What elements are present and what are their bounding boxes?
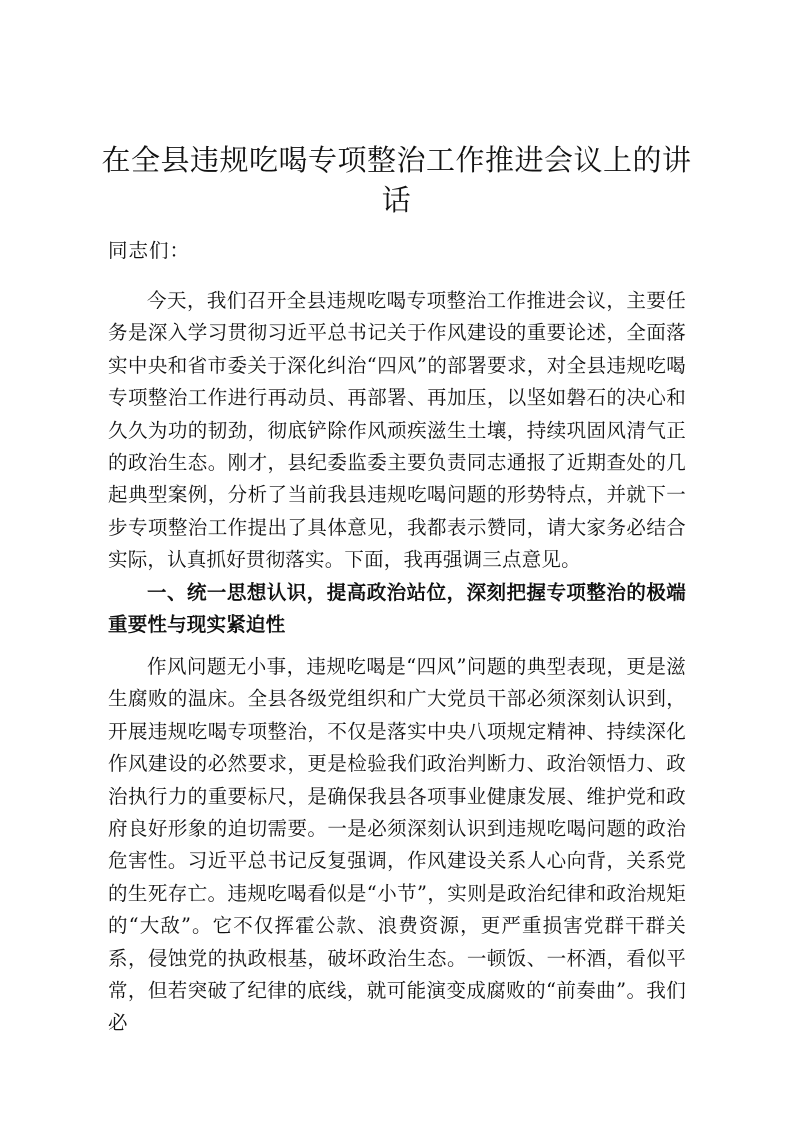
paragraph-intro: 今天，我们召开全县违规吃喝专项整治工作推进会议，主要任务是深入学习贯彻习近平总书记关于作风建设的重要论述，全面落实中央和省市委关于深化纠治“四风”的部署要求，对全县违规吃喝专项整治工作进行再动员、再部署、再加压，以坚如磐石的决心和久久为功的韧劲，彻底铲除作风顽疾滋生土壤，持续巩固风清气正的政治生态。刚才，县纪委监委主要负责同志通报了近期查处的几起典型案例，分析了当前我县违规吃喝问题的形势特点，并就下一步专项整治工作提出了具体意见，我都表示赞同，请大家务必结合实际，认真抓好贯彻落实。下面，我再强调三点意见。 bbox=[108, 289, 686, 572]
paragraph-section-1: 作风问题无小事，违规吃喝是“四风”问题的典型表现，更是滋生腐败的温床。全县各级党组织和广大党员干部必须深刻认识到，开展违规吃喝专项整治，不仅是落实中央八项规定精神、持续深化作风建设的必然要求，更是检验我们政治判断力、政治领悟力、政治执行力的重要标尺，是确保我县各项事业健康发展、维护党和政府良好形象的迫切需要。一是必须深刻认识到违规吃喝问题的政治危害性。习近平总书记反复强调，作风建设关系人心向背，关系党的生死存亡。违规吃喝看似是“小节”，实则是政治纪律和政治规矩的“大敌”。它不仅挥霍公款、浪费资源，更严重损害党群干群关系，侵蚀党的执政根基，破坏政治生态。一顿饭、一杯酒，看似平常，但若突破了纪律的底线，就可能演变成腐败的“前奏曲”。我们必 bbox=[108, 655, 686, 1035]
document-title: 在全县违规吃喝专项整治工作推进会议上的讲话 bbox=[101, 143, 692, 217]
section-heading-1: 一、统一思想认识，提高政治站位，深刻把握专项整治的极端重要性与现实紧迫性 bbox=[108, 581, 686, 637]
greeting: 同志们： bbox=[108, 239, 191, 262]
